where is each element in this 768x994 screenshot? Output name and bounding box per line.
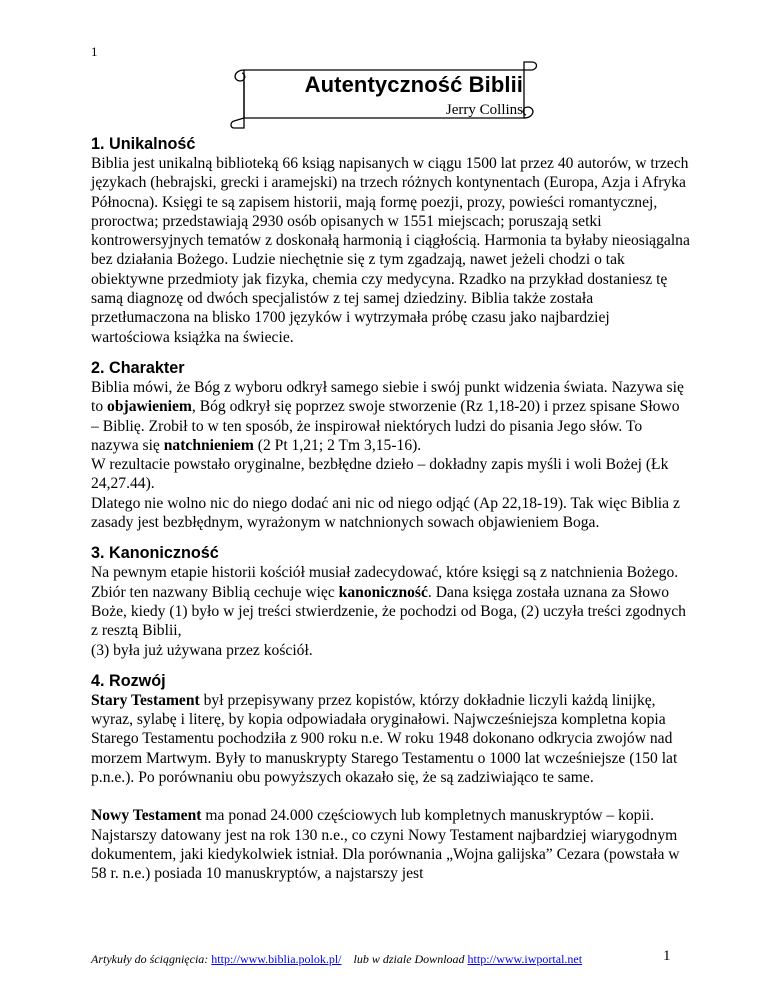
section-paragraph	[91, 563, 691, 640]
term-inspiration: natchnieniem	[163, 436, 254, 454]
section-paragraph	[91, 691, 691, 787]
footer-label: lub w dziale Download	[353, 952, 468, 966]
section-heading: 1. Unikalność	[91, 135, 196, 153]
title-scroll-banner	[228, 56, 538, 136]
text-run: . Dana księga została uznana za Słowo Boże, kiedy (1) było w jej treści stwierdzenie, że pochodzi od Boga, (2) uczyła treści zgodnych z resztą Biblii,	[91, 583, 686, 640]
text-run: był przepisywany przez kopistów, którzy dokładnie liczyli każdą linijkę, wyraz, sylabę i literę, by kopia odpowiadała oryginałowi. Najwcześniejsza kompletna kopia Starego Testamentu pochodziła z 900 roku n.e. W roku 1948 dokonano odkrycia zwojów nad morzem Martwym. Były to manuskrypty Starego Testamentu o 1000 lat wcześniejsze (150 lat p.n.e.). Po porównaniu obu powyższych okazało się, że są zadziwiająco te same.	[91, 691, 678, 787]
section-paragraph	[91, 806, 691, 883]
section-paragraph: Dlatego nie wolno nic do niego dodać ani nic od niego odjąć (Ap 22,18-19). Tak więc Biblia z zasady jest bezbłędnym, wyrażonym w natchnionych sowach objawieniem Boga.	[91, 494, 680, 532]
page-number-top: 1	[91, 44, 98, 59]
text-run: (2 Pt 1,21; 2 Tm 3,15-16).	[253, 436, 422, 454]
section-heading: 4. Rozwój	[91, 671, 166, 690]
section-paragraph	[91, 378, 691, 455]
page-number-bottom: 1	[663, 948, 671, 964]
section-heading: 3. Kanoniczność	[91, 544, 219, 563]
page-footer	[91, 952, 691, 967]
footer-link-biblia[interactable]: http://www.biblia.polok.pl/	[211, 952, 342, 966]
text-run: ma ponad 24.000 częściowych lub kompletnych manuskryptów – kopii. Najstarszy datowany jest na rok 130 n.e., co czyni Nowy Testament najbardziej wiarygodnym dokumentem, jaki kiedykolwiek istniał. Dla porównania „Wojna galijska” Cezara (powstała w 58 r. n.e.) posiada 10 manuskryptów, a najstarszy jest	[91, 807, 680, 883]
section-paragraph: (3) była już używana przez kościół.	[91, 641, 313, 659]
footer-link-iwportal[interactable]: http://www.iwportal.net	[467, 952, 583, 966]
text-run: Na pewnym etapie historii kościół musiał zadecydować, które księgi są z natchnienia Bożego. Zbiór ten nazwany Biblią cechuje więc	[91, 564, 679, 601]
term-old-testament: Stary Testament	[91, 691, 200, 709]
section-character	[91, 358, 691, 532]
term-new-testament: Nowy Testament	[91, 807, 202, 825]
section-development	[91, 671, 691, 884]
document-title: Autentyczność Biblii	[304, 72, 523, 97]
term-revelation: objawieniem	[107, 398, 192, 416]
text-run: Biblia mówi, że Bóg z wyboru odkrył samego siebie i swój punkt widzenia świata. Nazywa się to	[91, 378, 684, 416]
author-name: Jerry Collins	[445, 102, 523, 118]
section-heading: 2. Charakter	[91, 358, 185, 377]
document-body	[91, 134, 691, 884]
footer-label: Artykuły do ściągnięcia:	[91, 952, 212, 966]
section-canonicity	[91, 543, 691, 659]
section-paragraph: W rezultacie powstało oryginalne, bezbłędne dzieło – dokładny zapis myśli i woli Bożej (Łk 24,27.44).	[91, 456, 669, 493]
term-canonicity: kanoniczność	[338, 583, 428, 601]
section-uniqueness	[91, 134, 691, 347]
section-paragraph: Biblia jest unikalną biblioteką 66 ksiąg napisanych w ciągu 1500 lat przez 40 autorów, w trzech językach (hebrajski, grecki i aramejski) na trzech różnych kontynentach (Europa, Azja i Afryka Północna). Księgi te są zapisem historii, mają formę poezji, prozy, powieści romantycznej, proroctwa; przedstawiają 2930 osób opisanych w 1551 miejscach; poruszają setki kontrowersyjnych tematów z doskonałą harmonią i ciągłością. Harmonia ta byłaby nieosiągalna bez działania Bożego. Ludzie niechętnie się z tym zgadzają, nawet jeżeli chodzi o tak obiektywne przedmioty jak fizyka, chemia czy medycyna. Rzadko na przykład dostaniesz tę samą diagnozę od dwóch specjalistów z tej samej dziedziny. Biblia także została przetłumaczona na blisko 1700 języków i wytrzymała próbę czasu jako najbardziej wartościowa książka na świecie.	[91, 155, 690, 346]
text-run: , Bóg odkrył się poprzez swoje stworzenie (Rz 1,18-20) i przez spisane Słowo – Biblię. Zrobił to w ten sposób, że inspirował niektórych ludzi do pisania Jego słów. To nazywa się	[91, 398, 680, 454]
